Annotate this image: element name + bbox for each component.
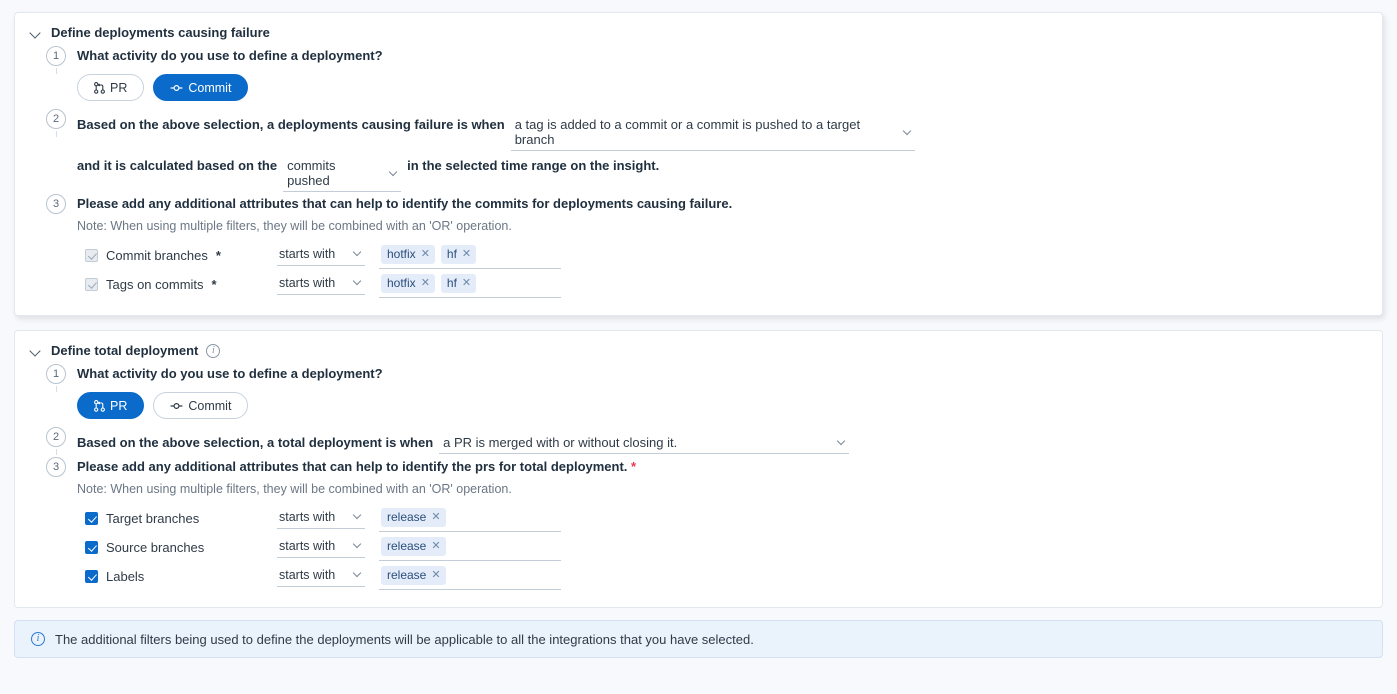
deployment-definition-value: a PR is merged with or without closing it. [443, 435, 678, 450]
activity-toggle-group [77, 74, 1368, 101]
commit-icon [170, 82, 183, 94]
step-question: Please add any additional attributes that can help to identify the commits for deployments causing failure. [77, 196, 733, 211]
step-question: What activity do you use to define a deployment? [77, 48, 383, 63]
step-3 [43, 457, 1368, 593]
activity-option-commit[interactable] [153, 392, 248, 419]
filter-checkbox[interactable] [85, 541, 98, 554]
chevron-down-icon[interactable] [29, 26, 43, 40]
step-number: 3 [46, 194, 66, 214]
section-steps [15, 364, 1382, 607]
filter-operator-select[interactable] [277, 567, 365, 587]
filter-row [77, 562, 1368, 591]
step-connector [56, 386, 57, 392]
step-2 [43, 427, 1368, 457]
step-body [69, 364, 1368, 425]
filter-tag-label: release [387, 567, 427, 582]
step-body [69, 109, 1368, 192]
activity-toggle-group [77, 392, 1368, 419]
step-body [69, 457, 1368, 591]
filter-value-input[interactable] [379, 506, 561, 532]
step-number: 3 [46, 457, 66, 477]
filter-tag[interactable] [441, 245, 476, 264]
definition-sentence [77, 434, 1368, 454]
deployment-definition-select[interactable] [439, 434, 849, 454]
activity-option-pr-label: PR [110, 80, 128, 95]
definition-sentence [77, 116, 1368, 151]
chevron-down-icon [354, 541, 363, 550]
step-number: 1 [46, 46, 66, 66]
filter-tag-label: hotfix [387, 275, 416, 290]
filter-tag-label: hotfix [387, 246, 416, 261]
filter-label: Commit branches [106, 248, 208, 263]
filter-operator-value: starts with [279, 509, 336, 524]
filters-note: Note: When using multiple filters, they will be combined with an 'OR' operation. [77, 219, 512, 233]
step-connector [56, 131, 57, 137]
step-question [77, 458, 1368, 476]
filter-tag[interactable] [381, 508, 446, 527]
remove-tag-icon[interactable]: ✕ [420, 247, 430, 260]
filter-operator-value: starts with [279, 246, 336, 261]
info-banner [14, 620, 1383, 658]
calculation-lead-text: and it is calculated based on the [77, 158, 278, 173]
filter-label-group [77, 511, 277, 526]
remove-tag-icon[interactable]: ✕ [431, 510, 441, 523]
section-steps [15, 46, 1382, 315]
filters-list [77, 241, 1368, 299]
step-question-text: Please add any additional attributes that can help to identify the prs for total deployment. [77, 459, 628, 474]
filter-row [77, 533, 1368, 562]
definition-lead-text: Based on the above selection, a total deployment is when [77, 435, 434, 450]
section-header[interactable] [15, 13, 1382, 46]
chevron-down-icon [354, 278, 363, 287]
step-2 [43, 109, 1368, 194]
filter-tag-label: release [387, 538, 427, 553]
section-total-deployment [14, 330, 1383, 608]
filter-tag[interactable] [381, 537, 446, 556]
filter-tag[interactable] [381, 245, 435, 264]
deployment-definition-select[interactable] [511, 116, 915, 151]
filter-value-input[interactable] [379, 272, 561, 298]
definition-lead-text: Based on the above selection, a deployments causing failure is when [77, 117, 505, 132]
info-banner-text: The additional filters being used to define the deployments will be applicable to all the integrations that you have selected. [55, 631, 754, 647]
chevron-down-icon [904, 128, 913, 137]
calculation-basis-value: commits pushed [287, 158, 336, 188]
activity-option-pr-label: PR [110, 398, 128, 413]
step-marker [43, 427, 69, 455]
activity-option-commit[interactable] [153, 74, 248, 101]
filter-tag[interactable] [441, 274, 476, 293]
step-marker [43, 46, 69, 74]
step-connector [56, 68, 57, 74]
commit-icon [170, 400, 183, 412]
chevron-down-icon [354, 570, 363, 579]
filter-checkbox[interactable] [85, 512, 98, 525]
step-question: What activity do you use to define a deployment? [77, 366, 383, 381]
chevron-down-icon[interactable] [29, 344, 43, 358]
filter-value-input[interactable] [379, 243, 561, 269]
step-1 [43, 46, 1368, 109]
required-marker: * [211, 277, 217, 292]
section-title: Define deployments causing failure [51, 25, 270, 40]
section-header[interactable] [15, 331, 1382, 364]
filter-checkbox[interactable] [85, 570, 98, 583]
step-marker [43, 457, 69, 477]
filter-label: Source branches [106, 540, 205, 555]
activity-option-commit-label: Commit [188, 398, 232, 413]
pull-request-icon [94, 400, 105, 412]
chevron-down-icon [354, 249, 363, 258]
activity-option-commit-label: Commit [188, 80, 232, 95]
chevron-down-icon [354, 512, 363, 521]
step-connector [56, 449, 57, 455]
filter-label-group [77, 569, 277, 584]
remove-tag-icon[interactable]: ✕ [461, 247, 472, 260]
step-number: 2 [46, 427, 66, 447]
remove-tag-icon[interactable]: ✕ [431, 568, 441, 581]
filters-note: Note: When using multiple filters, they will be combined with an 'OR' operation. [77, 482, 512, 496]
remove-tag-icon[interactable]: ✕ [420, 276, 430, 289]
filter-row [77, 504, 1368, 533]
chevron-down-icon [390, 169, 399, 178]
filter-operator-select[interactable] [277, 246, 365, 266]
activity-option-pr[interactable] [77, 74, 144, 101]
pull-request-icon [94, 82, 105, 94]
filter-label-group [77, 248, 277, 263]
filter-value-input[interactable] [379, 535, 561, 561]
step-body [69, 194, 1368, 299]
calculation-basis-select[interactable] [283, 157, 401, 192]
step-marker [43, 109, 69, 137]
section-title: Define total deployment [51, 343, 199, 358]
filter-checkbox[interactable] [85, 278, 98, 291]
step-number: 2 [46, 109, 66, 129]
remove-tag-icon[interactable]: ✕ [461, 276, 472, 289]
chevron-down-icon [838, 438, 847, 447]
step-marker [43, 194, 69, 214]
filter-tag[interactable] [381, 274, 435, 293]
filter-label: Labels [106, 569, 145, 584]
step-body [69, 427, 1368, 454]
deployment-definition-value: a tag is added to a commit or a commit is pushed to a target branch [514, 117, 861, 147]
calculation-sentence [77, 157, 1368, 192]
section-deployments-causing-failure [14, 12, 1383, 316]
step-marker [43, 364, 69, 392]
filter-tag-label: release [387, 509, 427, 524]
filter-tag-label: hf [446, 246, 457, 261]
filter-row [77, 270, 1368, 299]
step-1 [43, 364, 1368, 427]
info-icon[interactable]: i [206, 344, 220, 358]
info-icon: i [31, 632, 45, 646]
activity-option-pr[interactable] [77, 392, 144, 419]
filter-tag-label: hf [446, 275, 457, 290]
calculation-tail-text: in the selected time range on the insight. [407, 158, 660, 173]
filter-label: Tags on commits [106, 277, 204, 292]
filter-operator-value: starts with [279, 567, 336, 582]
required-marker: * [215, 248, 221, 263]
filter-operator-select[interactable] [277, 275, 365, 295]
filter-tag[interactable] [381, 566, 446, 585]
filter-operator-value: starts with [279, 538, 336, 553]
remove-tag-icon[interactable]: ✕ [431, 539, 441, 552]
filter-label-group [77, 540, 277, 555]
required-marker: * [631, 459, 637, 474]
step-body [69, 46, 1368, 107]
filter-value-input[interactable] [379, 564, 561, 590]
filters-list [77, 504, 1368, 591]
filter-row [77, 241, 1368, 270]
filter-operator-select[interactable] [277, 509, 365, 529]
filter-label-group [77, 277, 277, 292]
filter-checkbox[interactable] [85, 249, 98, 262]
step-3 [43, 194, 1368, 301]
filter-label: Target branches [106, 511, 200, 526]
filter-operator-select[interactable] [277, 538, 365, 558]
step-number: 1 [46, 364, 66, 384]
filter-operator-value: starts with [279, 275, 336, 290]
